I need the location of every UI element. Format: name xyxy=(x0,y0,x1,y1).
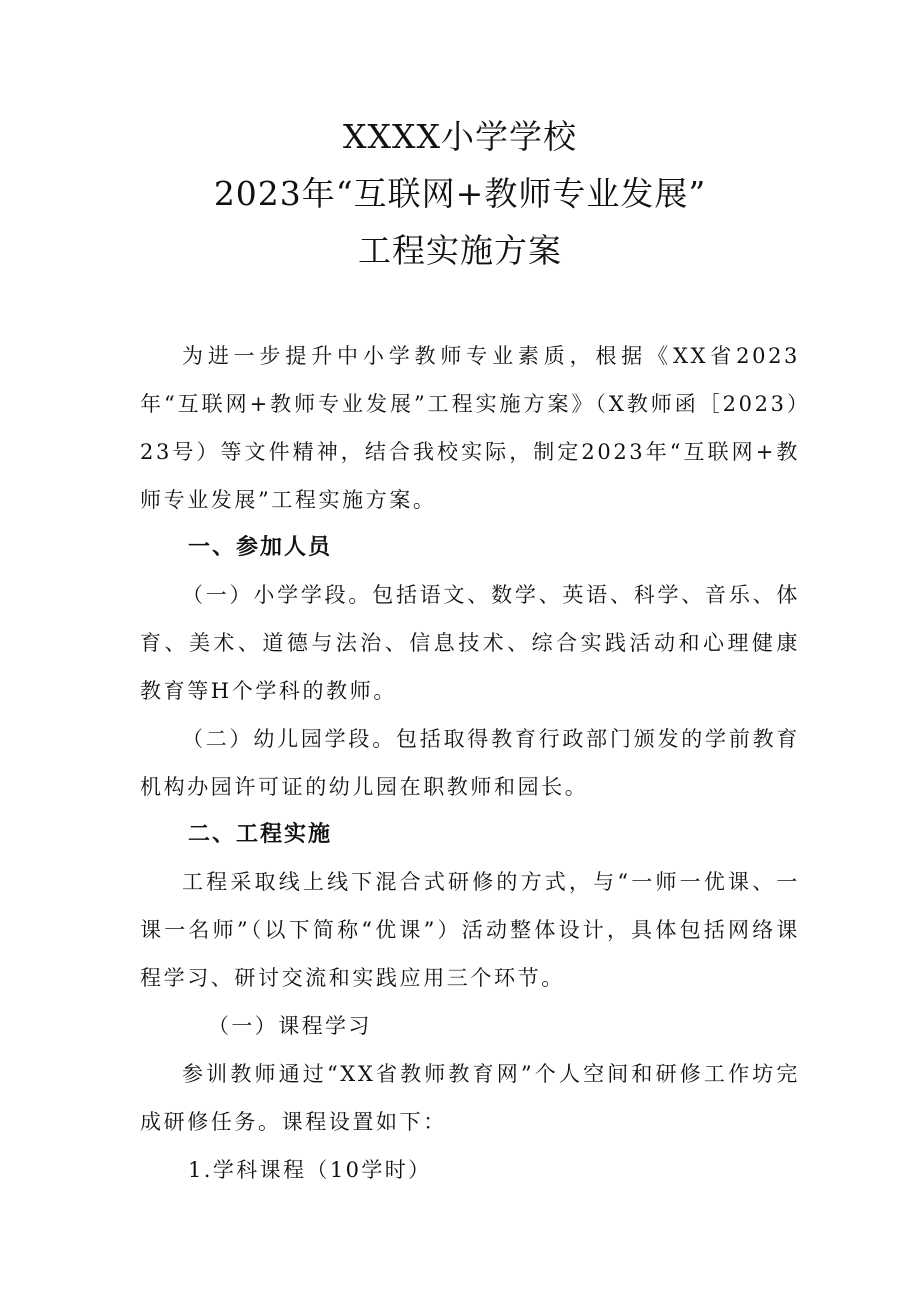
participants-item-primary: （一）小学学段。包括语文、数学、英语、科学、音乐、体育、美术、道德与法治、信息技术、综合实践活动和心理健康教育等H个学科的教师。 xyxy=(140,583,800,703)
section-heading-participants: 一、参加人员 xyxy=(188,535,333,560)
title-school-name: XXXX小学学校 xyxy=(343,117,577,156)
document-body xyxy=(140,332,800,1194)
title-program-name: 2023年“互联网+教师专业发展” xyxy=(213,174,707,213)
title-plan-name: 工程实施方案 xyxy=(358,231,562,270)
course-study-paragraph: 参训教师通过“XX省教师教育网”个人空间和研修工作坊完成研修任务。课程设置如下： xyxy=(140,1062,800,1134)
subsection-heading-course-study: （一）课程学习 xyxy=(208,1014,372,1038)
intro-paragraph: 为进一步提升中小学教师专业素质，根据《XX省2023年“互联网+教师专业发展”工程实施方案》（X教师函［2023）23号）等文件精神，结合我校实际，制定2023年“互联网+教师专业发展”工程实施方案。 xyxy=(140,344,800,512)
participants-item-kindergarten: （二）幼儿园学段。包括取得教育行政部门颁发的学前教育机构办园许可证的幼儿园在职教师和园长。 xyxy=(140,727,800,799)
implementation-paragraph: 工程采取线上线下混合式研修的方式，与“一师一优课、一课一名师”（以下简称“优课”）活动整体设计，具体包括网络课程学习、研讨交流和实践应用三个环节。 xyxy=(140,870,800,990)
section-heading-implementation: 二、工程实施 xyxy=(188,822,333,847)
document-title xyxy=(0,108,920,279)
course-list-item: 1.学科课程（10学时） xyxy=(188,1158,432,1182)
